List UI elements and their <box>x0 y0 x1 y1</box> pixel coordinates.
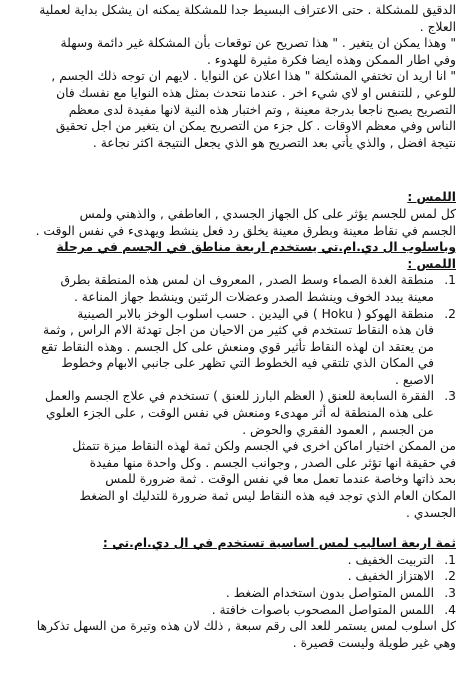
touch-styles-list <box>14 552 456 618</box>
intro-line: للوعي , للتنفس او لاي شيء اخر . عندما نتحدث بمثل هذه النوايا مع نفسك فان <box>56 85 456 100</box>
item-text: اللمس المتواصل المصحوب باصوات خافتة . <box>211 602 434 617</box>
item-number: 3. <box>444 389 456 404</box>
touch-line: بحد ذاتها وخاصة عندما تعمل معا في نفس الوقت . ثمة ضرورة للمس <box>105 472 456 487</box>
styles-line: وهي غير طويلة وليست قصيرة . <box>292 635 456 650</box>
item-text <box>14 272 434 305</box>
item-number: 1. <box>444 552 456 567</box>
list-item <box>14 602 456 619</box>
item-line: من الجسم , العمود الفقري والحوض . <box>242 422 434 437</box>
item-line: منطقة الغدة الصماء وسط الصدر , المعروف ان لمس هذه المنطقة بطرق <box>60 273 434 288</box>
item-line: فان هذه النقاط تستخدم في كثير من الاحيان من اجل تهدئة الام الراس , وثمة <box>43 323 434 338</box>
item-line: على هذه المنطقة له أثر مهدىء ومنعش في نفس الوقت , على الجزء العلوي <box>46 406 434 421</box>
intro-line: وفي اطار الممكن وهذه ايضا فكرة مثيرة للهدوء . <box>206 52 456 67</box>
touch-line: في حقيقة انها تؤثر على الصدر , وجوانب الجسم . وكل واحدة منها مفيدة <box>89 455 456 470</box>
styles-heading: ثمة اربعة اساليب لمس اساسية تستخدم في ال دي.ام.تي : <box>102 536 456 551</box>
touch-line: كل لمس للجسم يؤثر على كل الجهاز الجسدي , العاطفي , والذهني ولمس <box>79 206 456 221</box>
list-item <box>14 306 456 389</box>
touch-line: الجسدي . <box>406 505 456 520</box>
item-number: 4. <box>444 602 456 617</box>
item-text <box>14 388 434 438</box>
item-number: 1. <box>444 273 456 288</box>
item-number: 2. <box>444 569 456 584</box>
item-line: منطقة الهوكو ( Hoku ) في اليدين . حسب اسلوب الوخز بالابر الصينية <box>77 306 434 321</box>
item-line: الاصبع . <box>395 372 434 387</box>
item-line: من يعتقد ان لهذه النقاط تأثير قوي ومنعش على كل الجسم . وهذه النقاط تقع <box>41 339 434 354</box>
intro-line: " وهذا يمكن ان يتغير . " هذا تصريح عن توقعات بأن المشكلة غير دائمة وسهلة <box>60 36 456 51</box>
list-item <box>14 568 456 585</box>
item-number: 3. <box>444 586 456 600</box>
list-item <box>14 388 456 438</box>
item-line: في المكان الذي تلتقي فيه الخطوط التي تظهر على جانبي الابهام وخطوط <box>61 356 434 371</box>
item-text: التربيت الخفيف . <box>347 552 434 567</box>
item-text: اللمس المتواصل بدون استخدام الضغط . <box>225 586 434 600</box>
list-item <box>14 585 456 602</box>
spacer <box>14 151 456 165</box>
item-line: الفقرة السابعة للعنق ( العظم البارز للعنق ) تستخدم في علاج الجسم والعمل <box>44 389 434 404</box>
intro-line: الناس وفي معظم الاوقات . كل جزء من التصريح يمكن ان يتغير من اجل تحقيق <box>55 119 456 134</box>
list-item <box>14 552 456 569</box>
spacer <box>14 165 456 189</box>
touch-heading: اللمس : <box>407 190 456 205</box>
touch-subheading: وباسلوب ال دي.ام.تي يستخدم اربعة مناطق في الجسم في مرحلة اللمس : <box>56 240 456 271</box>
intro-line: العلاج . <box>419 19 456 34</box>
item-line: معينة يبدد الخوف وينشط الصدر وعضلات الرئتين وينشط جهاز المناعة . <box>73 289 434 304</box>
item-number: 2. <box>444 306 456 321</box>
touch-line: من الممكن اختيار اماكن اخرى في الجسم ولكن ثمة لهذه النقاط ميزة تتمثل <box>72 439 456 454</box>
item-text: الاهتزاز الخفيف . <box>347 569 434 584</box>
touch-areas-list <box>14 272 456 438</box>
list-item <box>14 272 456 305</box>
touch-line: الجسم في نقاط معينة وبطرق معينة يخلق رد فعل ينشط ويهدىء في نفس الوقت . <box>35 223 456 238</box>
intro-line: نتيجة افضل , والذي يأتي بعد التصريح هو الذي يجعل النتيجة اكثر نجاعة . <box>92 135 456 150</box>
spacer <box>14 521 456 535</box>
intro-line: " انا اريد ان تختفي المشكلة " هذا اعلان عن النوايا . لايهم ان توجه ذلك الجسم , <box>51 69 456 84</box>
styles-line: كل اسلوب لمس يستمر للعد الى رقم سبعة , ذلك لان هذه وتيرة من السهل تذكرها <box>36 619 456 634</box>
intro-line: التصريح يصبح ناجعا بدرجة معينة , وتم اختبار هذه النية لانها مفيدة لدى معظم <box>68 102 456 117</box>
touch-line: المكان العام الذي توجد فيه هذه النقاط ليس ثمة ضرورة للتدليك او الضغط <box>79 489 456 504</box>
intro-line: الدقيق للمشكلة . حتى الاعتراف البسيط جدا للمشكلة يمكنه ان يشكل بداية لعملية <box>39 3 456 17</box>
item-text <box>14 306 434 389</box>
